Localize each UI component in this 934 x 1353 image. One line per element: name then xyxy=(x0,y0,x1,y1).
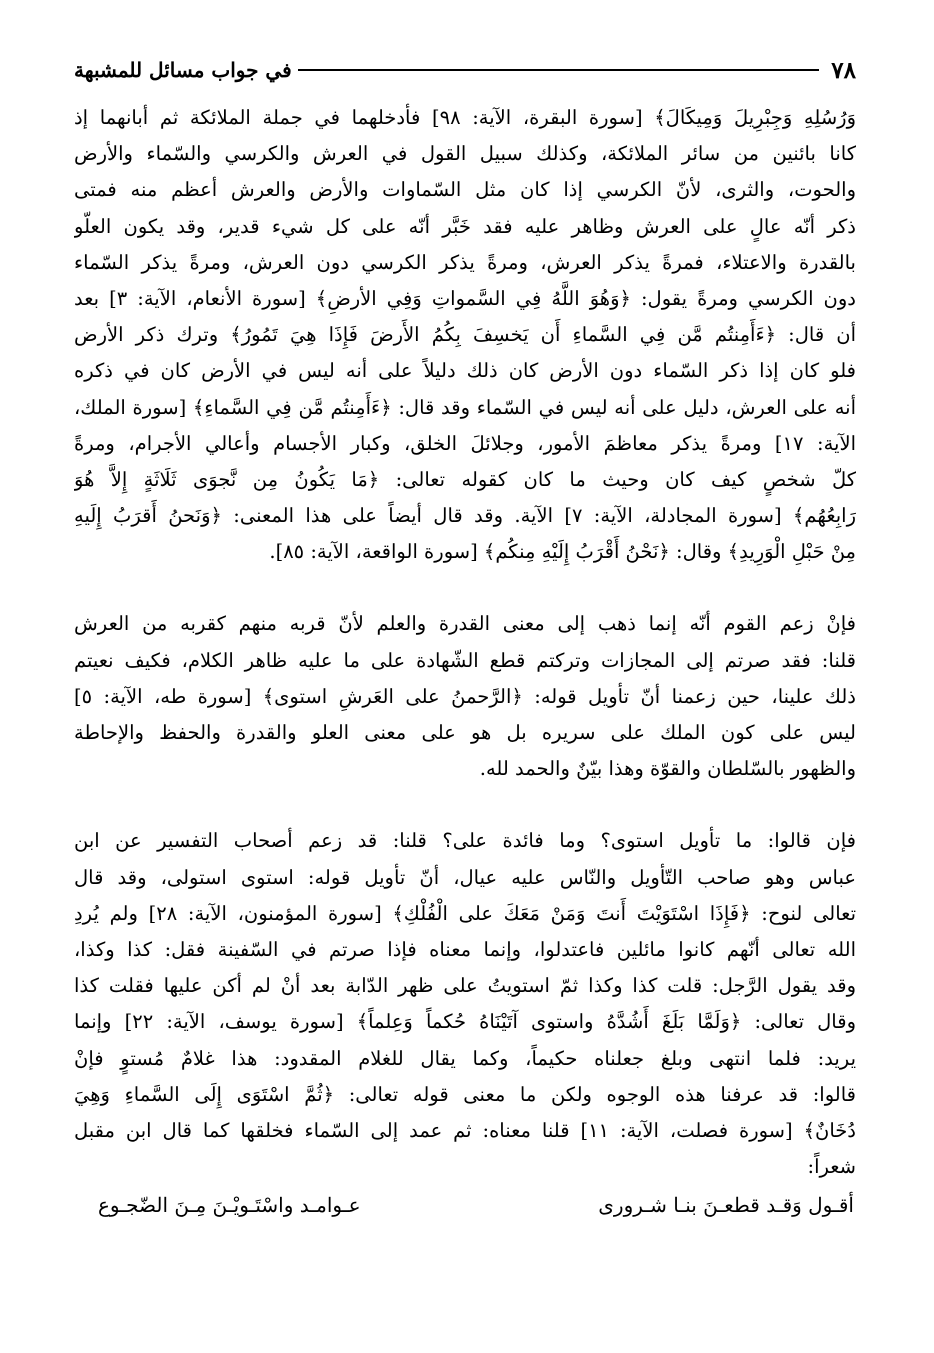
text-line: والحوت، والثرى، لأنّ الكرسي إذا كان مثل السّماوات والأرض والعرش أعظم منه فمتى xyxy=(74,178,856,202)
page-number: ٧٨ xyxy=(831,56,856,84)
poem-second-hemistich: عـوامـد واسْتَـويْـنَ مِـنَ الضّجـوع xyxy=(98,1193,361,1218)
text-line: ذكر أنّه عالٍ على العرش وظاهر عليه فقد خَبَّر أنّه على كل شيء قدير، وقد يكون العلّو xyxy=(74,214,856,238)
text-line: الله تعالى أنّهم كانوا مائلين فاعتدلوا، وإنما معناه فإذا صرتم في السّفينة فقل: كذا وكذا، xyxy=(74,937,856,961)
text-line: عباس وهو صاحب التّأويل والنّاس عليه عيال، أنّ تأويل قوله: استوى استولى، وقد قال xyxy=(74,865,856,889)
text-line: الآية: ١٧] ومرةً يذكر معاظمَ الأمور، وجلائلَ الخلق، وكبار الأجسام وأعالي الأجرام، ومرةً xyxy=(74,431,856,455)
text-line: كانا بائنين من سائر الملائكة، وكذلك سبيل القول في العرش والكرسي والسّماء والأرض xyxy=(74,142,856,166)
text-line: وَرُسُلِهِ وَجِبْرِيلَ وَمِيكَالَ﴾ [سورة البقرة، الآية: ٩٨] فأدخلهما في جملة الملائكة ثم أبانهما إذ xyxy=(74,106,856,129)
text-line: رَابِعُهُم﴾ [سورة المجادلة، الآية: ٧] الآية. وقد قال أيضاً على هذا المعنى: ﴿وَنَحنُ أَقرَبُ إِلَيهِ xyxy=(74,504,856,528)
paragraph-2 xyxy=(74,606,856,787)
text-line: كلّ شخصٍ كيف كان وحيث ما كان كقوله تعالى: ﴿مَا يَكُونُ مِن نَّجوَى ثَلَاثَةٍ إِلاَّ هُوَ xyxy=(74,467,856,491)
poem-first-hemistich: أقـول وَقـد قطعـنَ بنـا شـرورى xyxy=(598,1193,854,1218)
text-line: تعالى لنوح: ﴿فَإِذَا اسْتَوَيْتَ أَنتَ وَمَنْ مَعَكَ على الْفُلْكِ﴾ [سورة المؤمنون، الآية: ٢٨] ولم يُردِ xyxy=(74,901,856,925)
text-line: والظهور بالسّلطان والقوّة وهذا بيّنٌ والحمد لله. xyxy=(479,757,856,781)
text-line: ذلك علينا، حين زعمنا أنّ تأويل قوله: ﴿الرَّحمنُ على العَرشِ استوى﴾ [سورة طه، الآية: ٥] xyxy=(74,684,856,708)
text-line: فلو كان إذا ذكر السّماء دون الأرض كان ذلك دليلاً على أنه ليس في الأرض كان في ذكره xyxy=(74,359,856,383)
page-header xyxy=(74,52,856,88)
header-rule xyxy=(298,69,820,71)
text-line: ليس على كون الملك على سريره بل هو على معنى العلو والقدرة والحفظ والإحاطة xyxy=(74,721,856,744)
text-line: دُخَانٌ﴾ [سورة فصلت، الآية: ١١] قلنا معناه: ثم عمد إلى السّماء فخلقها كما قال ابن مقبل xyxy=(74,1118,856,1142)
text-line: قالوا: قد عرفنا هذه الوجوه ولكن ما معنى قوله تعالى: ﴿ثُمَّ اسْتَوَى إِلَى السَّماءِ وَهِيَ xyxy=(74,1082,856,1106)
text-line: مِنْ حَبْلِ الْوَرِيدِ﴾ وقال: ﴿نَحْنُ أَقْرَبُ إِلَيْهِ مِنكُم﴾ [سورة الواقعة، الآية: ٨٥]. xyxy=(269,540,856,564)
text-line: دون الكرسي ومرةً يقول: ﴿وَهُوَ اللَّهُ فِي السَّمواتِ وَفِي الأرضِ﴾ [سورة الأنعام، الآية: ٣] بعد xyxy=(74,286,856,310)
text-line: فإن قالوا: ما تأويل استوى؟ وما فائدة على؟ قلنا: قد زعم أصحاب التفسير عن ابن xyxy=(74,829,856,853)
running-title: في جواب مسائل للمشبهة xyxy=(74,58,292,82)
text-line: أنه على العرش، دليل على أنه ليس في السّماء وقد قال: ﴿ءَأَمِنتُم مَّن فِي السَّماءِ﴾ [سورة الملك، xyxy=(74,395,856,419)
text-line: بالقدرة والاعتلاء، فمرةً يذكر العرش، ومرةً يذكر الكرسي دون العرش، ومرةً يذكر السّماء xyxy=(74,250,856,274)
text-line: شعراً: xyxy=(807,1155,856,1179)
paragraph-3 xyxy=(74,823,856,1185)
poem-verse xyxy=(74,1187,856,1223)
text-line: أن قال: ﴿ءَأَمِنتُم مَّن فِي السَّماءِ أَن يَخسِفَ بِكُمُ الأَرضَ فَإِذَا هِيَ تَمُورُ﴾ وترك ذكر الأرض xyxy=(74,323,856,347)
paragraph-1 xyxy=(74,100,856,570)
text-line: يريد: فلما انتهى وبلغ جعلناه حكيماً، وكما يقال للغلام المقدود: هذا غلامٌ مُستوٍ فإنْ xyxy=(74,1046,856,1070)
text-line: وقد يقول الرَّجل: قلت كذا وكذا ثمّ استويتُ على ظهر الدّابة بعد أنْ لم أكن عليها فقلت كذا xyxy=(74,974,856,998)
text-line: قلنا: فقد صرتم إلى المجازات وتركتم قطع الشّهادة على ما عليه ظاهر الكلام، فكيف نعيتم xyxy=(74,648,856,672)
text-line: وقال تعالى: ﴿وَلَمَّا بَلَغَ أَشُدَّهُ واستوى آتَيْنَاهُ حُكماً وَعِلماً﴾ [سورة يوسف، الآية: ٢٢] وإنما xyxy=(74,1010,856,1034)
text-line: فإنْ زعم القوم أنّه إنما ذهب إلى معنى القدرة والعلم لأنّ قربه منهم كقربه من العرش xyxy=(74,612,856,636)
body-text xyxy=(74,100,856,1223)
